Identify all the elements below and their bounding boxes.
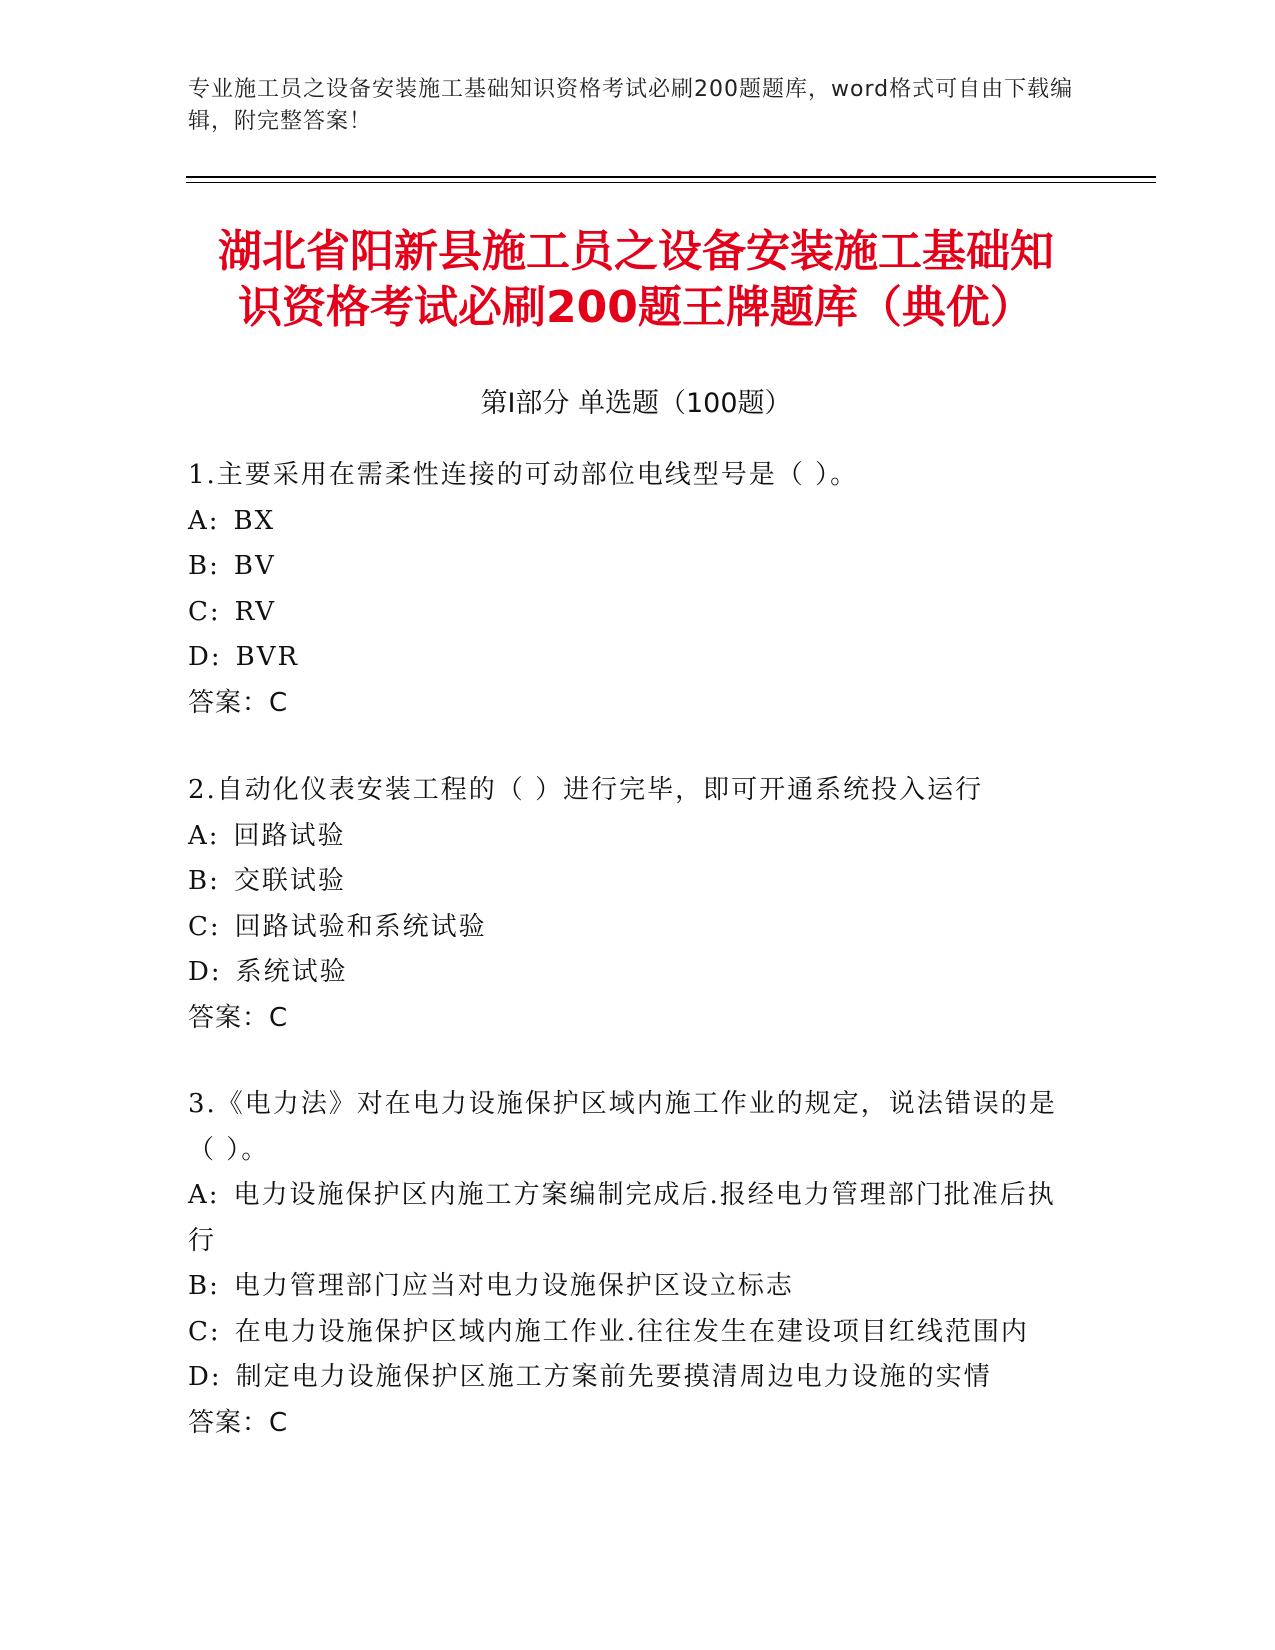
option-text: 制定电力设施保护区施工方案前先要摸清周边电力设施的实情 (235, 1362, 992, 1392)
option-c (188, 1310, 1068, 1356)
option-c (188, 590, 1068, 636)
option-letter: A: (188, 820, 220, 851)
option-text: 在电力设施保护区域内施工作业.往往发生在建设项目红线范围内 (234, 1316, 1029, 1347)
option-text: 电力管理部门应当对电力设施保护区设立标志 (233, 1271, 794, 1301)
option-d (188, 1355, 1068, 1401)
header-rule-thick (186, 176, 1156, 178)
option-letter: A: (188, 505, 220, 536)
option-letter: A: (188, 1180, 220, 1210)
option-a (188, 814, 1068, 860)
option-a (188, 499, 1068, 545)
option-d (188, 635, 1068, 681)
option-letter: C: (188, 911, 221, 942)
option-text: 回路试验 (233, 820, 346, 851)
title-line-1: 湖北省阳新县施工员之设备安装施工基础知 (218, 226, 1054, 277)
option-a (188, 1173, 1068, 1264)
option-text: RV (234, 596, 277, 627)
document-title (186, 224, 1086, 336)
section-heading: 第Ⅰ部分 单选题（100题） (480, 388, 792, 419)
answer: 答案：C (188, 687, 289, 718)
question-stem: 3.《电力法》对在电力设施保护区域内施工作业的规定，说法错误的是（ ）。 (188, 1089, 1057, 1165)
option-b (188, 544, 1068, 590)
option-b (188, 859, 1068, 905)
option-letter: D: (188, 1362, 222, 1392)
option-b (188, 1264, 1068, 1310)
option-letter: D: (188, 957, 222, 987)
option-letter: B: (188, 1271, 220, 1301)
title-line-2: 识资格考试必刷200题王牌题库（典优） (238, 282, 1034, 333)
option-letter: B: (188, 551, 220, 581)
option-letter: C: (188, 596, 221, 627)
option-text: BVR (235, 642, 300, 672)
option-d (188, 950, 1068, 996)
option-text: BV (233, 551, 276, 581)
question-stem: 2.自动化仪表安装工程的（ ）进行完毕，即可开通系统投入运行 (188, 775, 984, 805)
option-letter: B: (188, 866, 220, 896)
answer: 答案：C (188, 1407, 289, 1438)
question-3 (188, 1082, 1068, 1446)
option-text: 电力设施保护区内施工方案编制完成后.报经电力管理部门批准后执行 (188, 1180, 1056, 1256)
answer: 答案：C (188, 1002, 289, 1033)
option-text: 系统试验 (235, 957, 348, 987)
option-letter: C: (188, 1316, 221, 1347)
option-text: BX (233, 505, 276, 536)
question-stem: 1.主要采用在需柔性连接的可动部位电线型号是（ ）。 (188, 460, 859, 490)
option-text: 交联试验 (233, 866, 346, 896)
option-c (188, 905, 1068, 951)
header-rule-thin (186, 182, 1156, 183)
header-note: 专业施工员之设备安装施工基础知识资格考试必刷200题题库，word格式可自由下载编辑，附完整答案！ (188, 77, 1074, 134)
question-1 (188, 453, 1068, 726)
option-text: 回路试验和系统试验 (234, 911, 487, 942)
question-2 (188, 768, 1068, 1041)
option-letter: D: (188, 642, 222, 672)
